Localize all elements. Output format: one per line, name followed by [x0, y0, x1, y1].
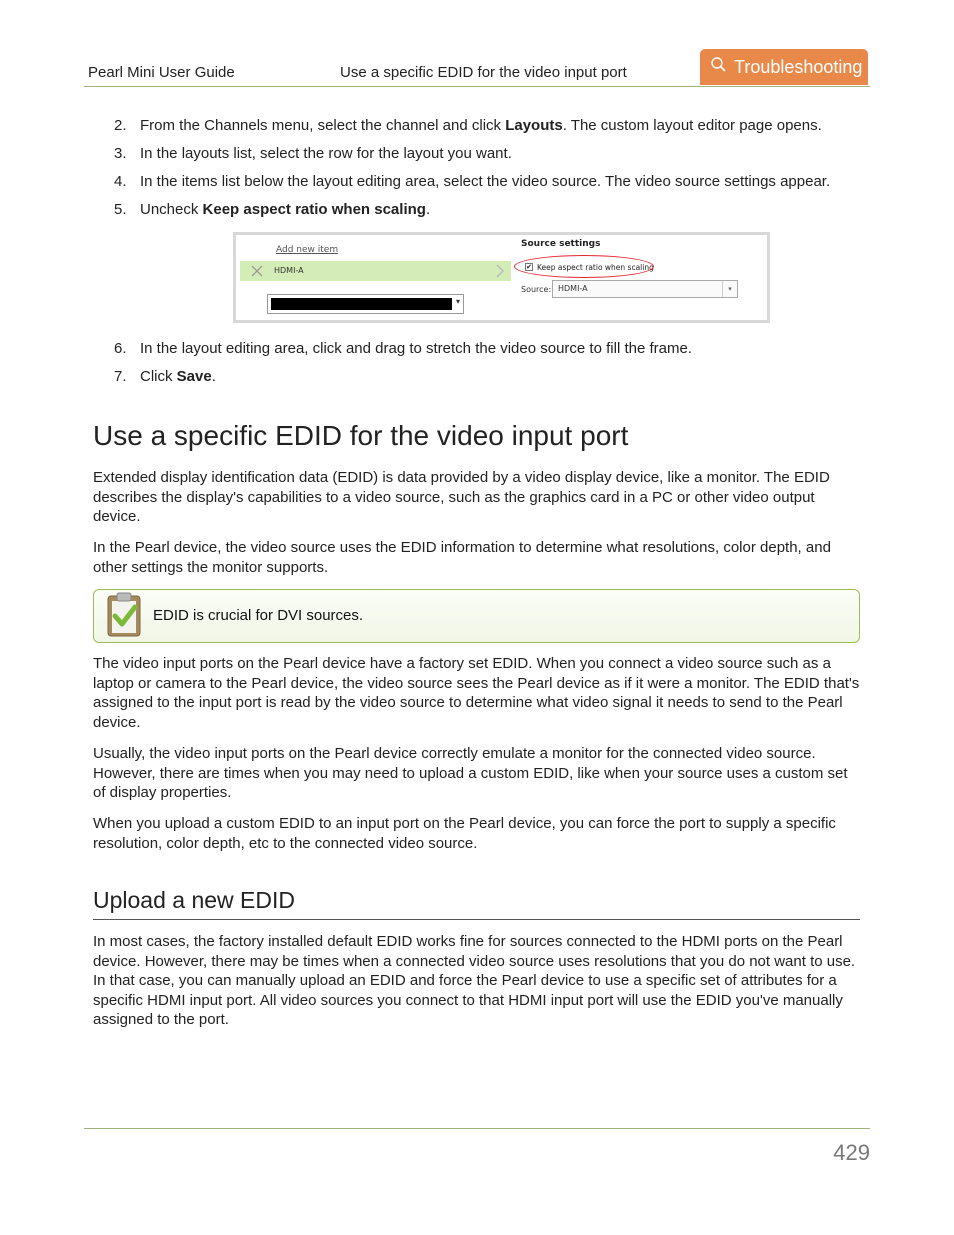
subsection-heading: Upload a new EDID: [93, 887, 295, 913]
keep-aspect-checkbox[interactable]: ✔: [526, 263, 532, 271]
paragraph: When you upload a custom EDID to an input port on the Pearl device, you can force the port to supply a specific resolution, color depth, etc to the connected video source.: [93, 815, 836, 852]
paragraph: The video input ports on the Pearl device have a factory set EDID. When you connect a video source such as a laptop or camera to the Pearl device, the video source sees the Pearl device as if it were a monitor. The EDID that's assigned to the input port is read by the video source to determine what video signal it needs to send to the Pearl device.: [93, 655, 860, 731]
keep-aspect-label: Keep aspect ratio when scaling: [537, 263, 654, 272]
search-icon: [710, 56, 728, 79]
item-label: HDMI-A: [274, 266, 304, 275]
step-item: 7. Click Save.: [114, 368, 216, 385]
add-new-item-link[interactable]: Add new item: [276, 245, 339, 255]
troubleshooting-tab[interactable]: [700, 49, 868, 85]
source-select[interactable]: [552, 280, 738, 298]
section-heading: Use a specific EDID for the video input port: [93, 420, 629, 451]
dropdown-arrow-icon: ▾: [455, 297, 460, 306]
chevron-right-icon: [495, 263, 505, 283]
highlight-oval: [514, 255, 654, 278]
page-number: 429: [833, 1140, 870, 1165]
step-item: 5. Uncheck Keep aspect ratio when scaling.: [114, 201, 431, 218]
step-item: 4. In the items list below the layout editing area, select the video source. The video source settings appear.: [114, 173, 831, 190]
layout-select[interactable]: [267, 294, 464, 314]
redacted-value: [271, 298, 452, 310]
close-icon[interactable]: [250, 263, 264, 282]
paragraph: In most cases, the factory installed default EDID works fine for sources connected to the HDMI ports on the Pearl device. However, there may be times when a connected video source uses resolutions that you do not want to use. In that case, you can manually upload an EDID and force the Pearl device to use a specific set of attributes for a specific HDMI input port. All video sources you connect to that HDMI input port will use the EDID you've manually assigned to the port.: [93, 933, 856, 1029]
paragraph: In the Pearl device, the video source uses the EDID information to determine what resolutions, color depth, and other settings the monitor supports.: [93, 539, 831, 576]
guide-title: Pearl Mini User Guide: [88, 64, 235, 81]
step-item: 6. In the layout editing area, click and drag to stretch the video source to fill the frame.: [114, 340, 692, 357]
layout-editor-screenshot: [233, 232, 770, 323]
step-item: 2. From the Channels menu, select the channel and click Layouts. The custom layout editor page opens.: [114, 117, 822, 134]
source-settings-title: Source settings: [521, 239, 601, 249]
subsection-divider: [93, 919, 860, 920]
header-divider: [84, 86, 870, 87]
source-label: Source:: [521, 285, 552, 294]
paragraph: Usually, the video input ports on the Pearl device correctly emulate a monitor for the connected video source. However, there are times when you may need to upload a custom EDID, like when your source uses a custom set of display properties.: [93, 745, 848, 802]
section-title: Use a specific EDID for the video input port: [340, 64, 627, 81]
troubleshooting-label: Troubleshooting: [734, 56, 863, 77]
note-text: EDID is crucial for DVI sources.: [153, 607, 364, 624]
footer-divider: [84, 1128, 870, 1129]
source-value: HDMI-A: [558, 284, 588, 293]
clipboard-check-icon: [104, 591, 144, 639]
paragraph: Extended display identification data (EDID) is data provided by a video display device, like a monitor. The EDID describes the display's capabilities to a video source, such as the graphics card in a PC or other video output device.: [93, 469, 830, 526]
step-item: 3. In the layouts list, select the row for the layout you want.: [114, 145, 512, 162]
dropdown-arrow-icon: ▾: [722, 281, 737, 297]
